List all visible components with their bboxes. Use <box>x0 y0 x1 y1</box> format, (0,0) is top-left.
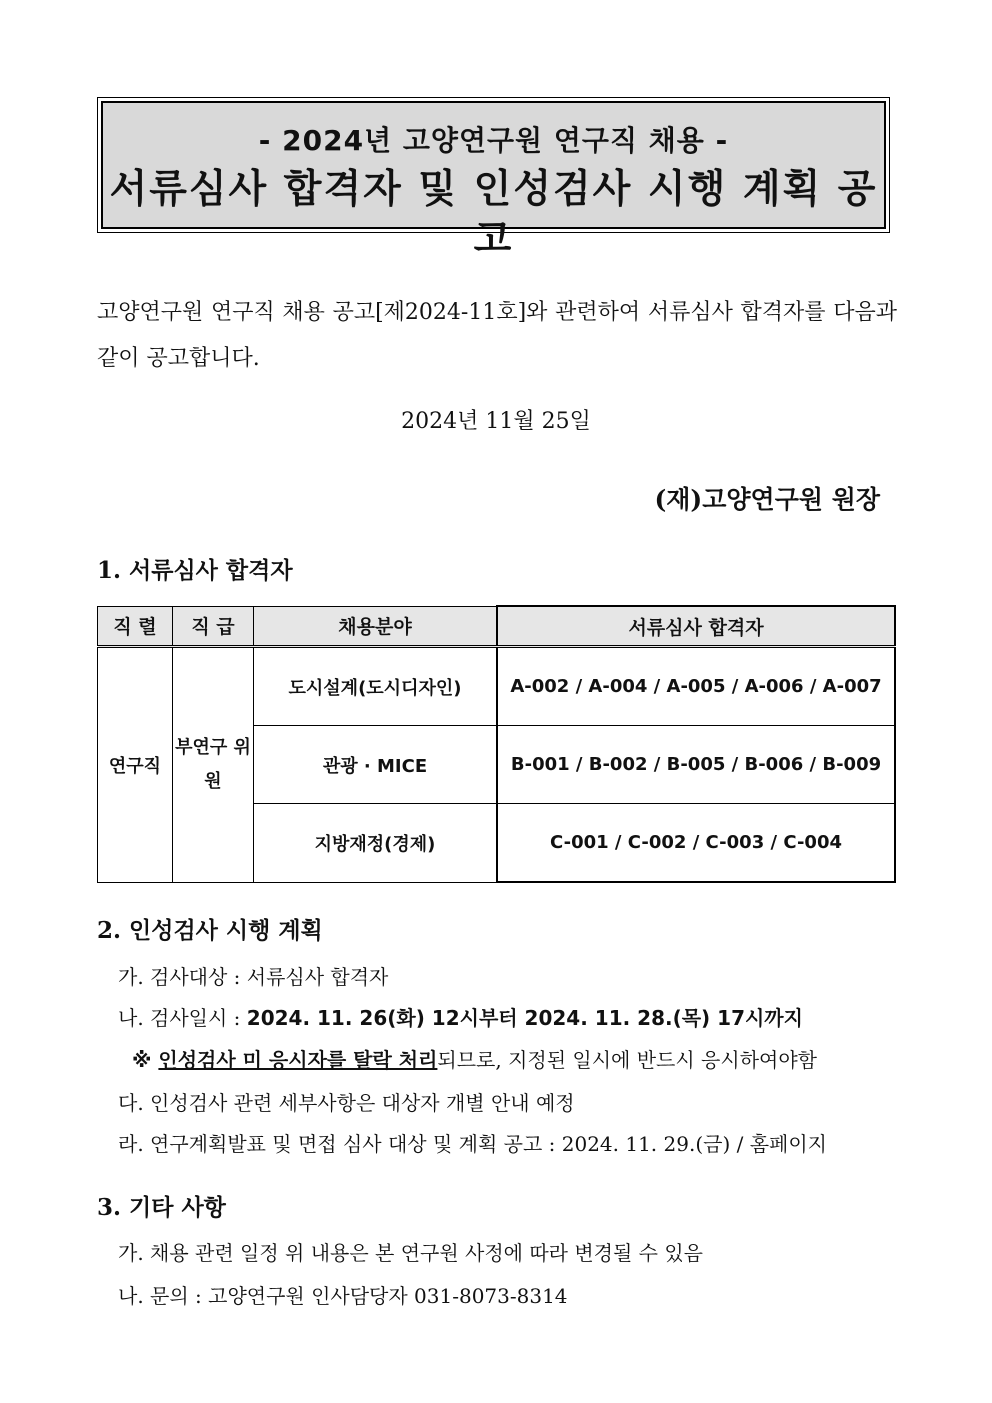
section2-title: 2. 인성검사 시행 계획 <box>97 917 323 944</box>
table-header-row <box>98 606 896 647</box>
title-inner <box>101 101 886 262</box>
cell-field: 도시설계(도시디자인) <box>254 647 498 726</box>
list-item <box>118 1002 803 1031</box>
section1-title: 1. 서류심사 합격자 <box>97 557 293 584</box>
issuer: (재)고양연구원 원장 <box>654 485 880 514</box>
cell-grade: 부연구 위 원 <box>173 647 254 883</box>
list-item: 다. 인성검사 관련 세부사항은 대상자 개별 안내 예정 <box>118 1091 575 1115</box>
list-item: 가. 채용 관련 일정 위 내용은 본 연구원 사정에 따라 변경될 수 있음 <box>118 1241 703 1265</box>
exam-period: 2024. 11. 26(화) 12시부터 2024. 11. 28.(목) 17시까지 <box>246 1006 803 1030</box>
title-main: 서류심사 합격자 및 인성검사 시행 계획 공고 <box>109 167 878 262</box>
note-emphasis: 인성검사 미 응시자를 탈락 처리 <box>158 1048 438 1072</box>
cell-passed: A-002 / A-004 / A-005 / A-006 / A-007 <box>497 647 895 726</box>
cell-series: 연구직 <box>98 647 173 883</box>
section3-title: 3. 기타 사항 <box>97 1194 226 1221</box>
intro-paragraph: 고양연구원 연구직 채용 공고[제2024-11호]와 관련하여 서류심사 합격자를 다음과 같이 공고합니다. <box>97 300 897 371</box>
header-series: 직 렬 <box>98 606 173 647</box>
list-item: 나. 문의 : 고양연구원 인사담당자 031-8073-8314 <box>118 1284 568 1308</box>
warning-note <box>132 1044 817 1073</box>
cell-field: 관광 · MICE <box>254 726 498 804</box>
header-passed: 서류심사 합격자 <box>497 606 895 647</box>
cell-field: 지방재정(경제) <box>254 804 498 883</box>
note-rest: 되므로, 지정된 일시에 반드시 응시하여야함 <box>437 1048 817 1072</box>
cell-passed: C-001 / C-002 / C-003 / C-004 <box>497 804 895 883</box>
header-field: 채용분야 <box>254 606 498 647</box>
announcement-date: 2024년 11월 25일 <box>401 409 591 434</box>
note-mark: ※ <box>132 1048 159 1072</box>
header-grade: 직 급 <box>173 606 254 647</box>
list-item: 가. 검사대상 : 서류심사 합격자 <box>118 965 389 989</box>
list-item-label: 나. 검사일시 : <box>118 1006 247 1030</box>
results-table <box>97 605 896 883</box>
title-box <box>97 97 890 262</box>
cell-passed: B-001 / B-002 / B-005 / B-006 / B-009 <box>497 726 895 804</box>
title-subtitle: - 2024년 고양연구원 연구직 채용 - <box>258 124 729 157</box>
table-row <box>98 647 896 726</box>
list-item: 라. 연구계획발표 및 면접 심사 대상 및 계획 공고 : 2024. 11. 29.(금) / 홈페이지 <box>118 1132 827 1156</box>
